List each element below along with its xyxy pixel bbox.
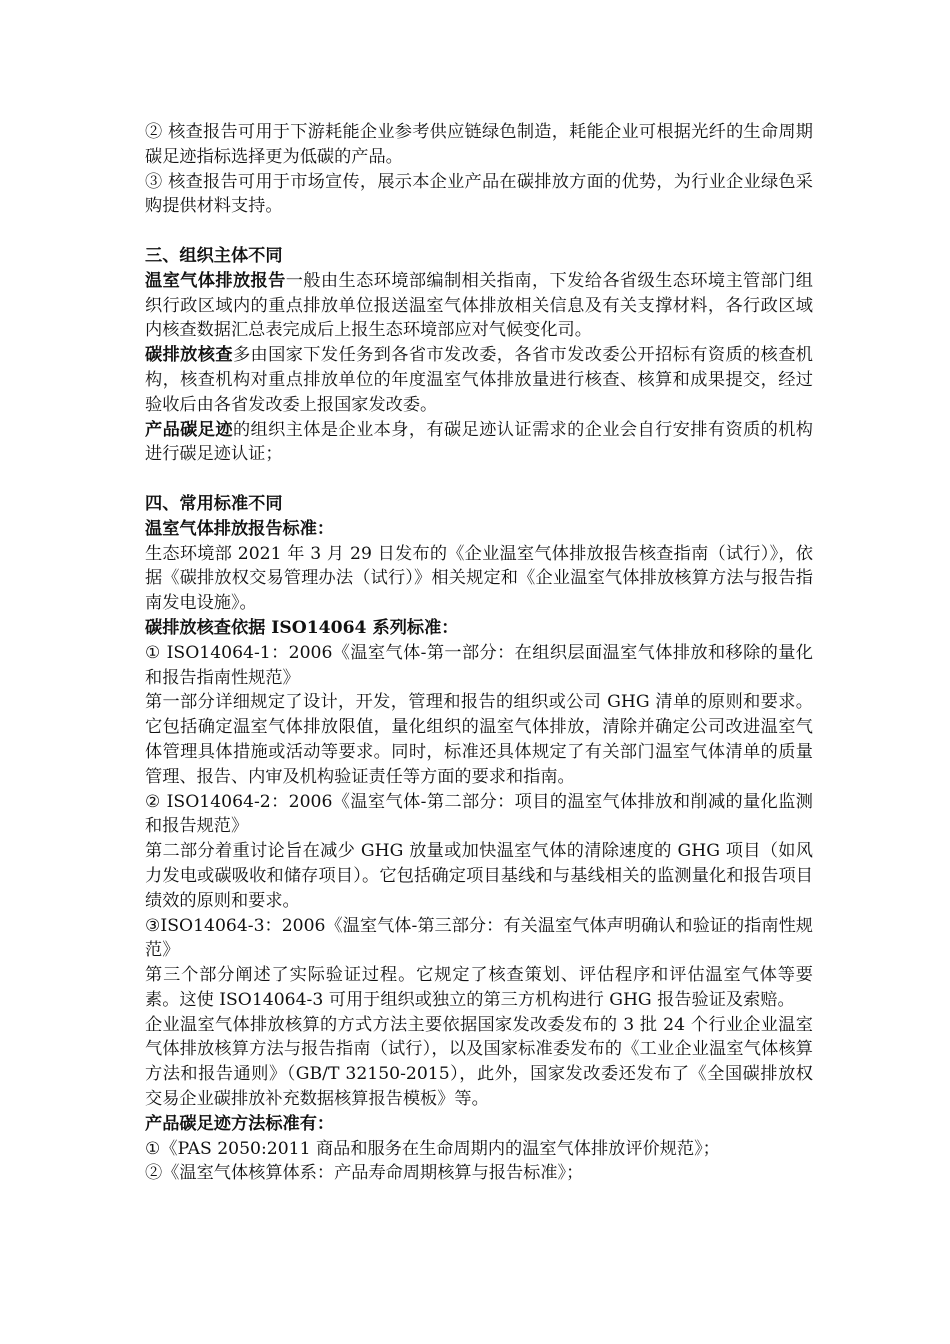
pcf-item-1: ①《PAS 2050:2011 商品和服务在生命周期内的温室气体排放评价规范》； [145,1138,720,1159]
iso2-text: 第二部分着重讨论旨在减少 GHG 放量或加快温室气体的清除速度的 GHG 项目（如风力发电或碳吸收和储存项目）。它包括确定项目基线和与基线相关的监测量化和报告项目绩效的原则和要求。 [145,841,813,911]
iso1-text: 第一部分详细规定了设计，开发，管理和报告的组织或公司 GHG 清单的原则和要求。它包括确定温室气体排放限值，量化组织的温室气体排放，清除并确定公司改进温室气体管理具体措施或活动等要求。同时，标准还具体规定了有关部门温室气体清单的质量管理、报告、内审及机构验证责任等方面的要求和指南。 [145,692,813,787]
iso3-title: ③ISO14064-3：2006《温室气体-第三部分：有关温室气体声明确认和验证的指南性规范》 [145,915,813,961]
spacer [145,219,813,244]
pcf-item-2: ②《温室气体核算体系：产品寿命周期核算与报告标准》； [145,1163,584,1184]
ghg-standard-text: 生态环境部 2021 年 3 月 29 日发布的《企业温室气体排放报告核查指南（试行）》，依据《碳排放权交易管理办法（试行）》相关规定和《企业温室气体排放核算方法与报告指南发电设施》。 [145,543,813,614]
pcf-heading: 产品碳足迹方法标准有： [145,1113,335,1134]
ghg-standard-heading: 温室气体排放报告标准： [145,518,335,539]
section-3-heading: 三、组织主体不同 [145,245,283,266]
paragraph-ghg-report [145,269,813,343]
document-page [145,120,813,1186]
paragraph-supply-chain: ② 核查报告可用于下游耗能企业参考供应链绿色制造，耗能企业可根据光纤的生命周期碳足迹指标选择更为低碳的产品。 [145,122,813,167]
spacer [145,467,813,492]
term-footprint: 产品碳足迹 [145,419,233,440]
iso2-title: ② ISO14064-2：2006《温室气体-第二部分：项目的温室气体排放和削减的量化监测和报告规范》 [145,791,813,837]
paragraph-market: ③ 核查报告可用于市场宣传，展示本企业产品在碳排放方面的优势，为行业企业绿色采购提供材料支持。 [145,171,813,217]
iso3-text: 第三个部分阐述了实际验证过程。它规定了核查策划、评估程序和评估温室气体等要素。这使 ISO14064-3 可用于组织或独立的第三方机构进行 GHG 报告验证及索赔。 [145,965,813,1010]
section-4-heading: 四、常用标准不同 [145,493,283,514]
text-footprint: 的组织主体是企业本身，有碳足迹认证需求的企业会自行安排有资质的机构进行碳足迹认证； [145,419,813,465]
paragraph-footprint [145,418,813,468]
term-ghg-report: 温室气体排放报告 [145,270,286,291]
text-ghg-report: 一般由生态环境部编制相关指南，下发给各省级生态环境主管部门组织行政区域内的重点排放单位报送温室气体排放相关信息及有关支撑材料，各行政区域内核查数据汇总表完成后上报生态环境部应对气候变化司。 [145,270,813,341]
term-verification: 碳排放核查 [145,345,233,366]
method-text: 企业温室气体排放核算的方式方法主要依据国家发改委发布的 3 批 24 个行业企业温室气体排放核算方法与报告指南（试行），以及国家标准委发布的《工业企业温室气体核算方法和报告通则》（GB/T 32150-2015），此外，国家发改委还发布了《全国碳排放权交易企业碳排放补充数据核算报告模板》等。 [145,1014,813,1110]
iso1-title: ① ISO14064-1：2006《温室气体-第一部分：在组织层面温室气体排放和移除的量化和报告指南性规范》 [145,642,813,688]
paragraph-verification [145,343,813,417]
text-verification: 多由国家下发任务到各省市发改委，各省市发改委公开招标有资质的核查机构，核查机构对重点排放单位的年度温室气体排放量进行核查、核算和成果提交，经过验收后由各省发改委上报国家发改委。 [145,345,813,415]
iso-heading: 碳排放核查依据 ISO14064 系列标准： [145,617,459,638]
